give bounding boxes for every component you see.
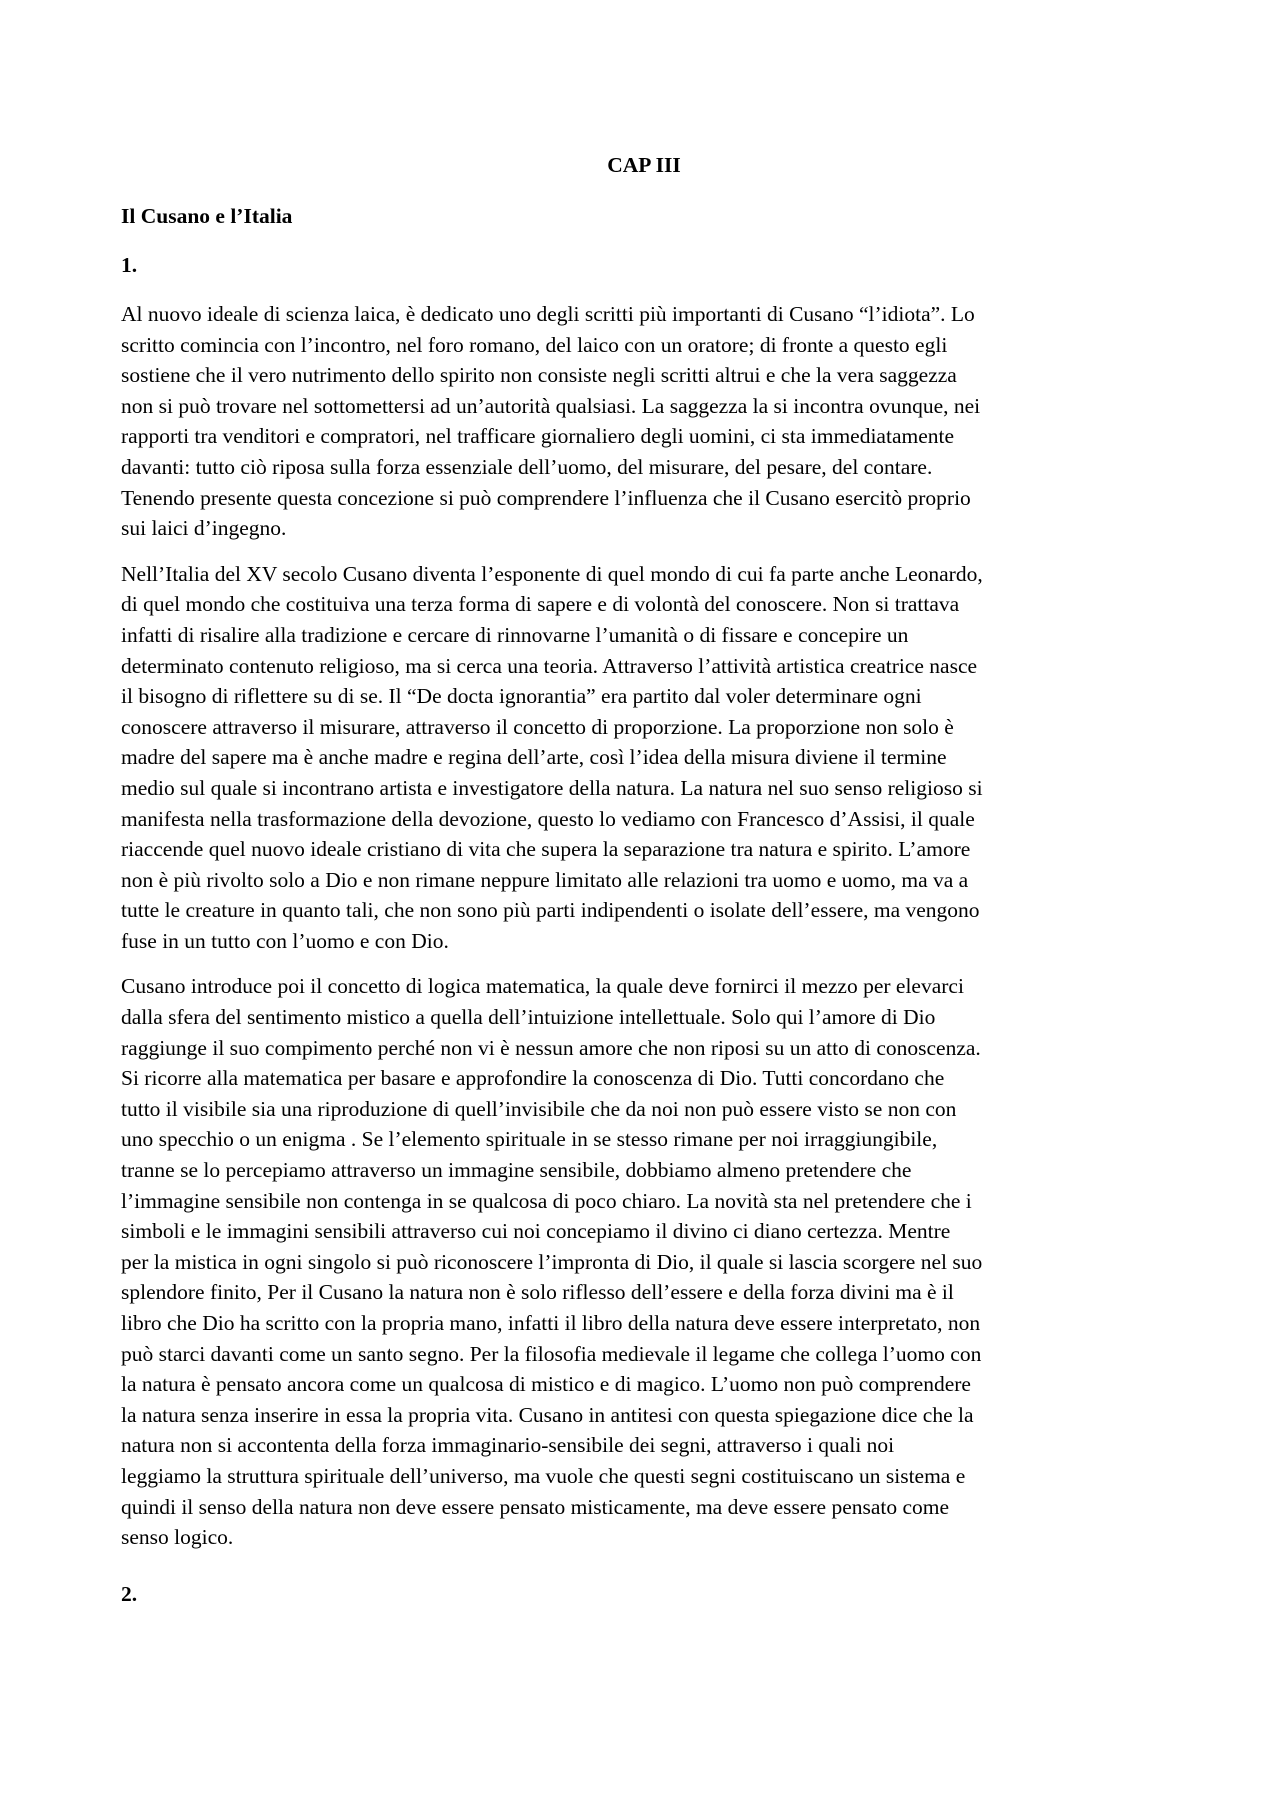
paragraph-line: medio sul quale si incontrano artista e investigatore della natura. La natura nel suo senso religioso si [121,775,983,800]
paragraph-line: non si può trovare nel sottomettersi ad un’autorità qualsiasi. La saggezza la si incontra ovunque, nei [121,393,981,418]
paragraph-line: natura non si accontenta della forza immaginario-sensibile dei segni, attraverso i quali noi [121,1433,895,1458]
paragraph-line: sostiene che il vero nutrimento dello spirito non consiste negli scritti altrui e che la vera saggezza [121,363,957,388]
paragraph-line: rapporti tra venditori e compratori, nel trafficare giornaliero degli uomini, ci sta immediatamente [121,424,955,449]
paragraph-line: tutto il visibile sia una riproduzione di quell’invisibile che da noi non può essere visto se non con [121,1096,957,1121]
paragraph-line: infatti di risalire alla tradizione e cercare di rinnovarne l’umanità o di fissare e concepire un [121,622,909,647]
paragraph-2 [121,559,1167,957]
paragraph-line: madre del sapere ma è anche madre e regina dell’arte, così l’idea della misura diviene il termine [121,745,947,770]
paragraph-line: Cusano introduce poi il concetto di logica matematica, la quale deve fornirci il mezzo per elevarci [121,974,964,999]
paragraph-line: tranne se lo percepiamo attraverso un immagine sensibile, dobbiamo almeno pretendere che [121,1158,912,1183]
paragraph-line: libro che Dio ha scritto con la propria mano, infatti il libro della natura deve essere interpretato, non [121,1311,981,1335]
paragraph-1 [121,299,1167,544]
section-number-2: 2. [121,1581,138,1606]
paragraph-line: tutte le creature in quanto tali, che non sono più parti indipendenti o isolate dell’essere, ma vengono [121,898,980,923]
paragraph-line: simboli e le immagini sensibili attraverso cui noi concepiamo il divino ci diano certezza. Mentre [121,1219,951,1244]
section-title: Il Cusano e l’Italia [121,204,293,228]
paragraph-line: scritto comincia con l’incontro, nel foro romano, del laico con un oratore; di fronte a questo egli [121,332,948,357]
paragraph-line: il bisogno di riflettere su di se. Il “De docta ignorantia” era partito dal voler determinare ogni [121,684,922,709]
paragraph-line: per la mistica in ogni singolo si può riconoscere l’impronta di Dio, il quale si lascia scorgere nel suo [121,1249,983,1274]
paragraph-line: la natura è pensato ancora come un qualcosa di mistico e di magico. L’uomo non può comprendere [121,1372,971,1397]
paragraph-line: manifesta nella trasformazione della devozione, questo lo vediamo con Francesco d’Assisi, il quale [121,806,975,831]
paragraph-line: Nell’Italia del XV secolo Cusano diventa l’esponente di quel mondo di cui fa parte anche Leonardo, [121,561,983,586]
paragraph-line: Tenendo presente questa concezione si può comprendere l’influenza che il Cusano esercitò proprio [121,485,971,510]
paragraph-3 [121,971,1167,1552]
paragraph-line: raggiunge il suo compimento perché non vi è nessun amore che non riposi su un atto di conoscenza. [121,1035,981,1060]
paragraph-line: davanti: tutto ciò riposa sulla forza essenziale dell’uomo, del misurare, del pesare, del contare. [121,454,933,479]
paragraph-line: quindi il senso della natura non deve essere pensato misticamente, ma deve essere pensato come [121,1494,950,1519]
paragraph-line: fuse in un tutto con l’uomo e con Dio. [121,928,449,953]
paragraph-line: determinato contenuto religioso, ma si cerca una teoria. Attraverso l’attività artistica creatrice nasce [121,653,978,678]
paragraph-line: di quel mondo che costituiva una terza forma di sapere e di volontà del conoscere. Non si trattava [121,592,960,617]
paragraph-line: uno specchio o un enigma . Se l’elemento spirituale in se stesso rimane per noi irraggiungibile, [121,1127,938,1152]
paragraph-line: non è più rivolto solo a Dio e non rimane neppure limitato alle relazioni tra uomo e uomo, ma va a [121,867,969,892]
paragraph-line: dalla sfera del sentimento mistico a quella dell’intuizione intellettuale. Solo qui l’amore di Dio [121,1005,936,1030]
paragraph-line: conoscere attraverso il misurare, attraverso il concetto di proporzione. La proporzione non solo è [121,714,954,739]
paragraph-line: la natura senza inserire in essa la propria vita. Cusano in antitesi con questa spiegazione dice che la [121,1402,974,1427]
paragraph-line: splendore finito, Per il Cusano la natura non è solo riflesso dell’essere e della forza divini ma è il [121,1280,954,1305]
paragraph-line: sui laici d’ingegno. [121,516,287,541]
paragraph-line: Si ricorre alla matematica per basare e approfondire la conoscenza di Dio. Tutti concordano che [121,1066,945,1091]
paragraph-line: senso logico. [121,1525,234,1550]
paragraph-line: leggiamo la struttura spirituale dell’universo, ma vuole che questi segni costituiscano un sistema e [121,1463,966,1488]
section-number-1: 1. [121,253,138,277]
paragraph-line: l’immagine sensibile non contenga in se qualcosa di poco chiaro. La novità sta nel pretendere che i [121,1188,972,1213]
paragraph-line: riaccende quel nuovo ideale cristiano di vita che supera la separazione tra natura e spirito. L’amore [121,837,971,862]
paragraph-line: Al nuovo ideale di scienza laica, è dedicato uno degli scritti più importanti di Cusano “l’idiota”. Lo [121,302,975,326]
paragraph-line: può starci davanti come un santo segno. Per la filosofia medievale il legame che collega l’uomo con [121,1341,982,1366]
chapter-title: CAP III [607,153,681,177]
document-page [121,150,1167,1628]
